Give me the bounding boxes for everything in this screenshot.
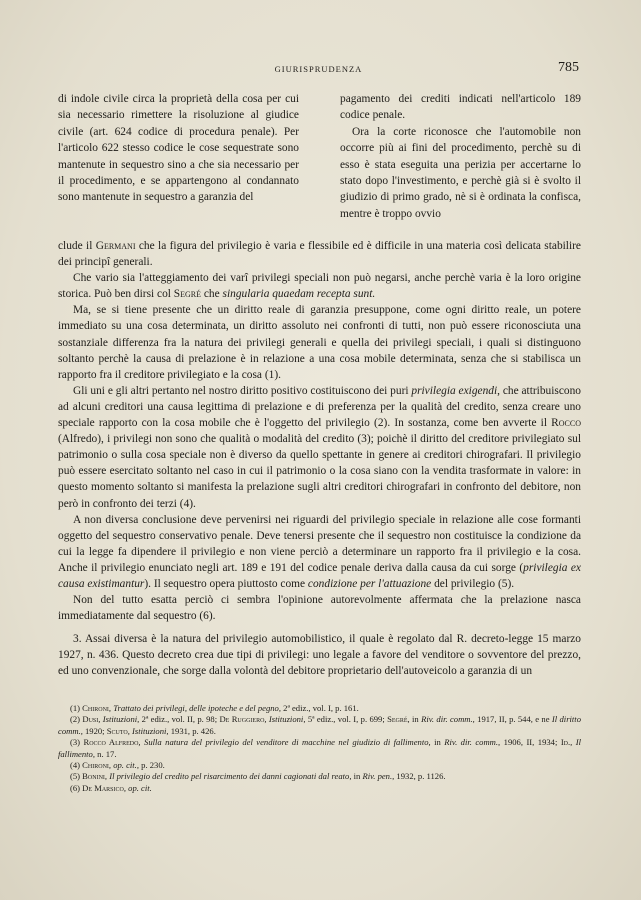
right-column-paragraph-2: Ora la corte riconosce che l'automobile non occorre più ai fini del procedimento, perchè su di esso è stata eseguita una perizia per accertarne lo stato dopo l'investimento, e perchè già si è svolto il giudizio di primo grado, nè si è ordinata la confisca, mentre è troppo ovvio (340, 125, 581, 220)
right-column (340, 91, 581, 222)
latin-term: privilegia ex causa existimantur (58, 561, 581, 590)
right-column-paragraph-1: pagamento dei crediti indicati nell'articolo 189 codice penale. (340, 93, 581, 122)
running-title: GIURISPRUDENZA (274, 64, 363, 74)
italic-phrase: condizione per l'attuazione (307, 577, 432, 590)
body-paragraph-5: A non diversa conclusione deve pervenirsi nei riguardi del privilegio speciale in relazione alle cose formanti oggetto del sequestro conservativo penale. Deve tenersi presente che il sequestro non costituisce la condizione da cui la legge fa dipendere il privilegio e non viene perciò a determinare un rapporto fra il privilegio e la cosa. Anche il privilegio enunciato negli art. 189 e 191 del codice penale deriva dalla causa da cui sorge (privilegia ex causa existimantur). Il sequestro opera piuttosto come condizione per l'attuazione del privilegio (5). (58, 513, 581, 590)
footnote-3: (3) Rocco Alfredo, Sulla natura del privilegio del venditore di macchine nel giudizio di fallimento, in Riv. dir. comm., 1906, II, 1934; Id., Il fallimento, n. 17. (58, 737, 582, 759)
latin-quote: singularia quaedam recepta sunt. (222, 288, 376, 301)
body-paragraph-4: Gli uni e gli altri pertanto nel nostro diritto positivo costituiscono dei puri privilegia exigendi, che attribuiscono ad alcuni creditori una causa legittima di prelazione e di preferenza per la qualità del credito, senza creare uno speciale rapporto con la cosa mobile che è l'oggetto del privilegio (2). In sostanza, come ben avverte il Rocco (Alfredo), i privilegi non sono che qualità o modalità del credito (3); poichè il diritto del creditore privilegiato sul patrimonio o sulla cosa speciale non è diverso da quello spettante in genere ai creditori chirografari. Il privilegio può essere esercitato soltanto nel caso in cui il patrimonio o la cosa siano con la vendita trasformate in valore: in questo momento soltanto si manifesta la prelazione sugli altri creditori chirografari in confronto del debitore, non però in confronto dei terzi (4). (58, 384, 581, 510)
body-paragraph-2: Che vario sia l'atteggiamento dei varî privilegi speciali non può negarsi, anche perchè varia è la loro origine storica. Può ben dirsi col Segré che singularia quaedam recepta sunt. (58, 272, 581, 301)
left-column (58, 91, 299, 222)
section-3-paragraph: 3. Assai diversa è la natura del privilegio automobilistico, il quale è regolato dal R. decreto-legge 15 marzo 1927, n. 436. Questo decreto crea due tipi di privilegi: uno legale a favore del venditore o sovventore del prezzo, ed uno convenzionale, che sorge dalla volontà del debitore proprietario dell'autoveicolo a garanzia di un (58, 633, 581, 678)
body-paragraph-3: Ma, se si tiene presente che un diritto reale di garanzia presuppone, come ogni diritto reale, un potere immediato su una cosa determinata, un diritto assoluto nei confronti di tutti, non può essere riconosciuta una sostanziale differenza fra la natura dei privilegi generali e quella dei privilegi speciali, i quali si distinguono soltanto perchè la causa di prelazione è in relazione a una cosa mobile determinata, senza che si stabilisca un rapporto fra il creditore privilegiato e la cosa (1). (58, 304, 581, 381)
author-name: Germani (95, 240, 136, 252)
footnote-6: (6) De Marsico, op. cit. (70, 782, 152, 793)
footnotes (58, 703, 581, 794)
author-name: Rocco (551, 417, 581, 430)
page-number: 785 (558, 60, 579, 75)
footnote-4: (4) Chironi, op. cit., p. 230. (70, 760, 165, 771)
main-text (58, 238, 581, 680)
body-paragraph-6: Non del tutto esatta perciò ci sembra l'opinione autorevolmente affermata che la prelazione nasca immediatamente dal sequestro (6). (58, 594, 581, 623)
page-header (58, 60, 579, 78)
body-paragraph-1: clude il Germani che la figura del privilegio è varia e flessibile ed è difficile in una materia così delicata stabilire dei principî generali. (58, 240, 581, 269)
footnote-1: (1) Chironi, Trattato dei privilegi, delle ipoteche e del pegno, 2ª ediz., vol. I, p. 161. (70, 703, 359, 713)
latin-term: privilegia exigendi (411, 384, 498, 397)
footnote-5: (5) Bonini, Il privilegio del credito pel risarcimento dei danni cagionati dal reato, in Riv. pen., 1932, p. 1126. (70, 771, 446, 782)
author-name: Segré (173, 288, 202, 301)
footnote-2: (2) Dusi, Istituzioni, 2ª ediz., vol. II, p. 98; De Ruggiero, Istituzioni, 5ª ediz., vol. I, p. 699; Segré, in Riv. dir. comm., 1917, II, p. 544, e ne Il diritto comm., 1920; Scuto, Istituzioni, 1931, p. 426. (58, 714, 581, 736)
two-column-block (58, 91, 581, 222)
left-column-paragraph: di indole civile circa la proprietà della cosa per cui sia necessario rimettere la risoluzione al giudice civile (art. 624 codice di procedura penale). Per l'articolo 622 stesso codice le cose sequestrate sono mantenute in sequestro sino a che sia necessario per il procedimento, e se appartengono al condannato sono mantenute in sequestro a garanzia del (58, 93, 299, 204)
